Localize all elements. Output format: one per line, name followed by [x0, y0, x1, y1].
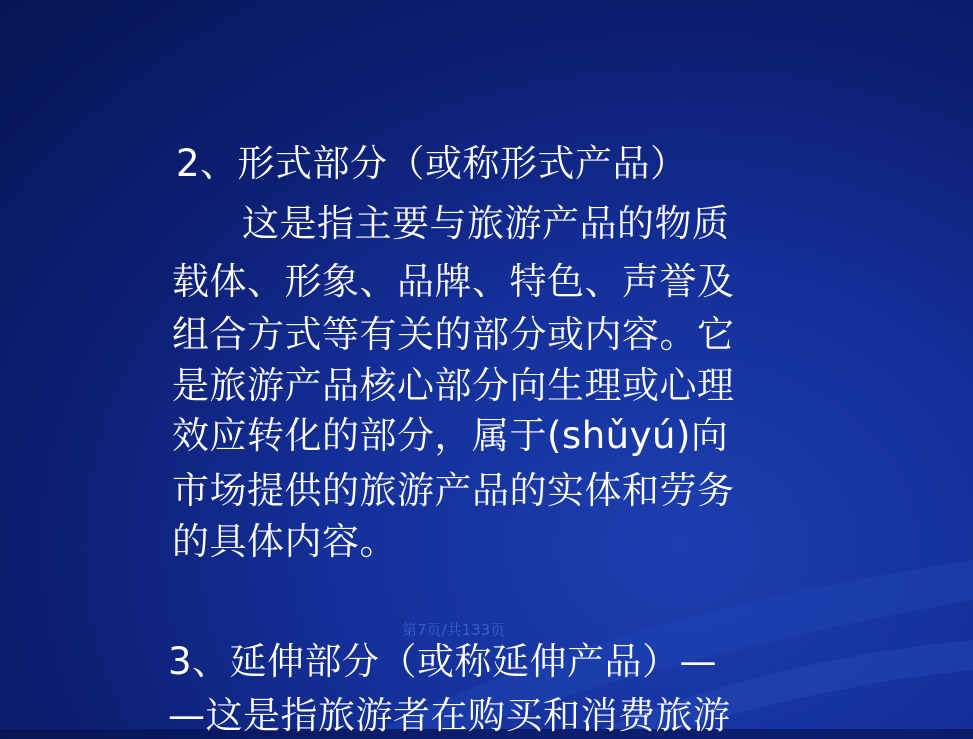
paragraph-line-7: 的具体内容。: [172, 520, 397, 563]
section-heading-form: 2、形式部分（或称形式产品）: [176, 142, 688, 185]
paragraph-line-4: 是旅游产品核心部分向生理或心理: [172, 364, 735, 407]
paragraph-line-6: 市场提供的旅游产品的实体和劳务: [172, 469, 735, 512]
paragraph-line-3: 组合方式等有关的部分或内容。它: [172, 313, 735, 356]
paragraph-line-2: 载体、形象、品牌、特色、声誉及: [172, 260, 735, 303]
section-heading-extension: 3、延伸部分（或称延伸产品）—: [168, 640, 718, 683]
page-number: 第7页/共133页: [402, 621, 506, 639]
section-heading-extension-continued: —这是指旅游者在购买和消费旅游: [168, 694, 731, 737]
paragraph-line-5: 效应转化的部分，属于(shǔyú)向: [172, 414, 729, 457]
paragraph-line-1: 这是指主要与旅游产品的物质: [242, 202, 730, 245]
